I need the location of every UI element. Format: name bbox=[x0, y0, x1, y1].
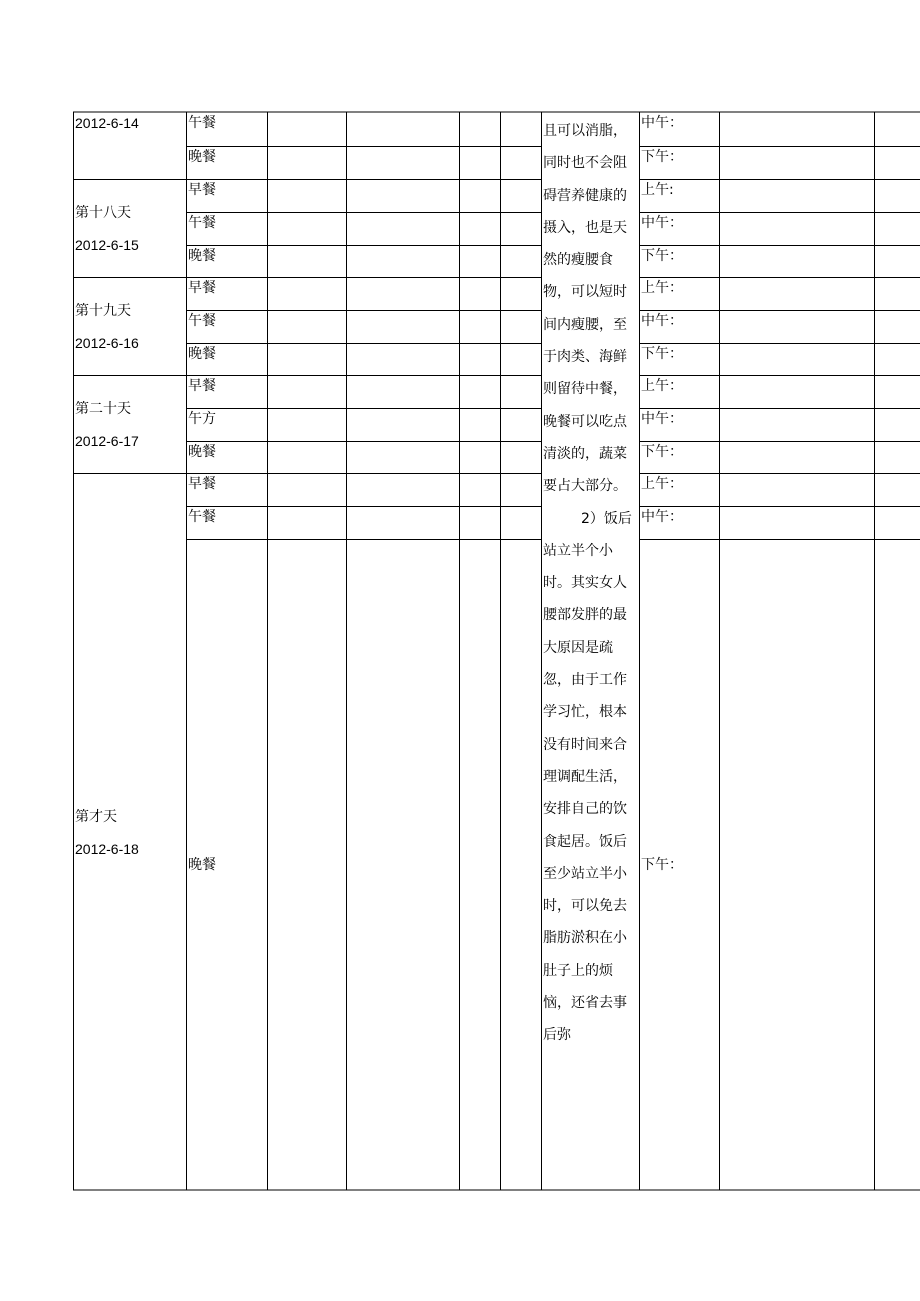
time-label: 下午： bbox=[641, 248, 683, 264]
meal-label: 晚餐 bbox=[188, 444, 216, 460]
time-label: 中午： bbox=[641, 509, 683, 525]
note-paragraph-2: 2）饭后站立半个小时。其实女人腰部发胖的最大原因是疏忽，由于工作学习忙，根本没有时间来合理调配生活，安排自己的饮食起居。饭后至少站立半小时，可以免去脂肪淤积在小肚子上的烦恼，还省去事后弥 bbox=[543, 510, 632, 1044]
meal-label: 晚餐 bbox=[188, 346, 216, 362]
meal-label: 午方 bbox=[188, 411, 216, 427]
diet-note-text bbox=[543, 113, 639, 1190]
meal-label: 午餐 bbox=[188, 215, 216, 231]
day-label: 第才天 bbox=[75, 809, 117, 825]
time-label: 下午： bbox=[641, 149, 683, 165]
time-label: 上午： bbox=[641, 378, 683, 394]
time-label: 中午： bbox=[641, 411, 683, 427]
day-label: 第十八天 bbox=[75, 205, 131, 221]
date-2012-6-17: 2012-6-17 bbox=[75, 433, 139, 449]
meal-label: 早餐 bbox=[188, 476, 216, 492]
date-2012-6-18: 2012-6-18 bbox=[75, 841, 139, 857]
meal-label: 晚餐 bbox=[188, 248, 216, 264]
date-2012-6-15: 2012-6-15 bbox=[75, 237, 139, 253]
time-label: 中午： bbox=[641, 115, 683, 131]
meal-label: 早餐 bbox=[188, 182, 216, 198]
meal-label: 晚餐 bbox=[188, 857, 216, 873]
time-label: 下午： bbox=[641, 444, 683, 460]
date-2012-6-14: 2012-6-14 bbox=[75, 115, 139, 131]
meal-label: 早餐 bbox=[188, 378, 216, 394]
time-label: 上午： bbox=[641, 280, 683, 296]
meal-label: 早餐 bbox=[188, 280, 216, 296]
meal-label: 晚餐 bbox=[188, 149, 216, 165]
time-label: 下午： bbox=[641, 346, 683, 362]
note-paragraph-1: 且可以消脂，同时也不会阻碍营养健康的摄入，也是天然的瘦腰食物，可以短时间内瘦腰，至于肉类、海鲜则留待中餐，晚餐可以吃点清淡的，蔬菜要占大部分。 bbox=[543, 123, 627, 495]
meal-label: 午餐 bbox=[188, 115, 216, 131]
meal-label: 午餐 bbox=[188, 313, 216, 329]
time-label: 上午： bbox=[641, 476, 683, 492]
time-label: 上午: bbox=[641, 182, 674, 198]
time-label: 中午： bbox=[641, 313, 683, 329]
time-label: 中午： bbox=[641, 215, 683, 231]
meal-label: 午餐 bbox=[188, 509, 216, 525]
time-label: 下午： bbox=[641, 857, 683, 873]
day-label: 第十九天 bbox=[75, 303, 131, 319]
date-2012-6-16: 2012-6-16 bbox=[75, 335, 139, 351]
day-label: 第二十天 bbox=[75, 401, 131, 417]
